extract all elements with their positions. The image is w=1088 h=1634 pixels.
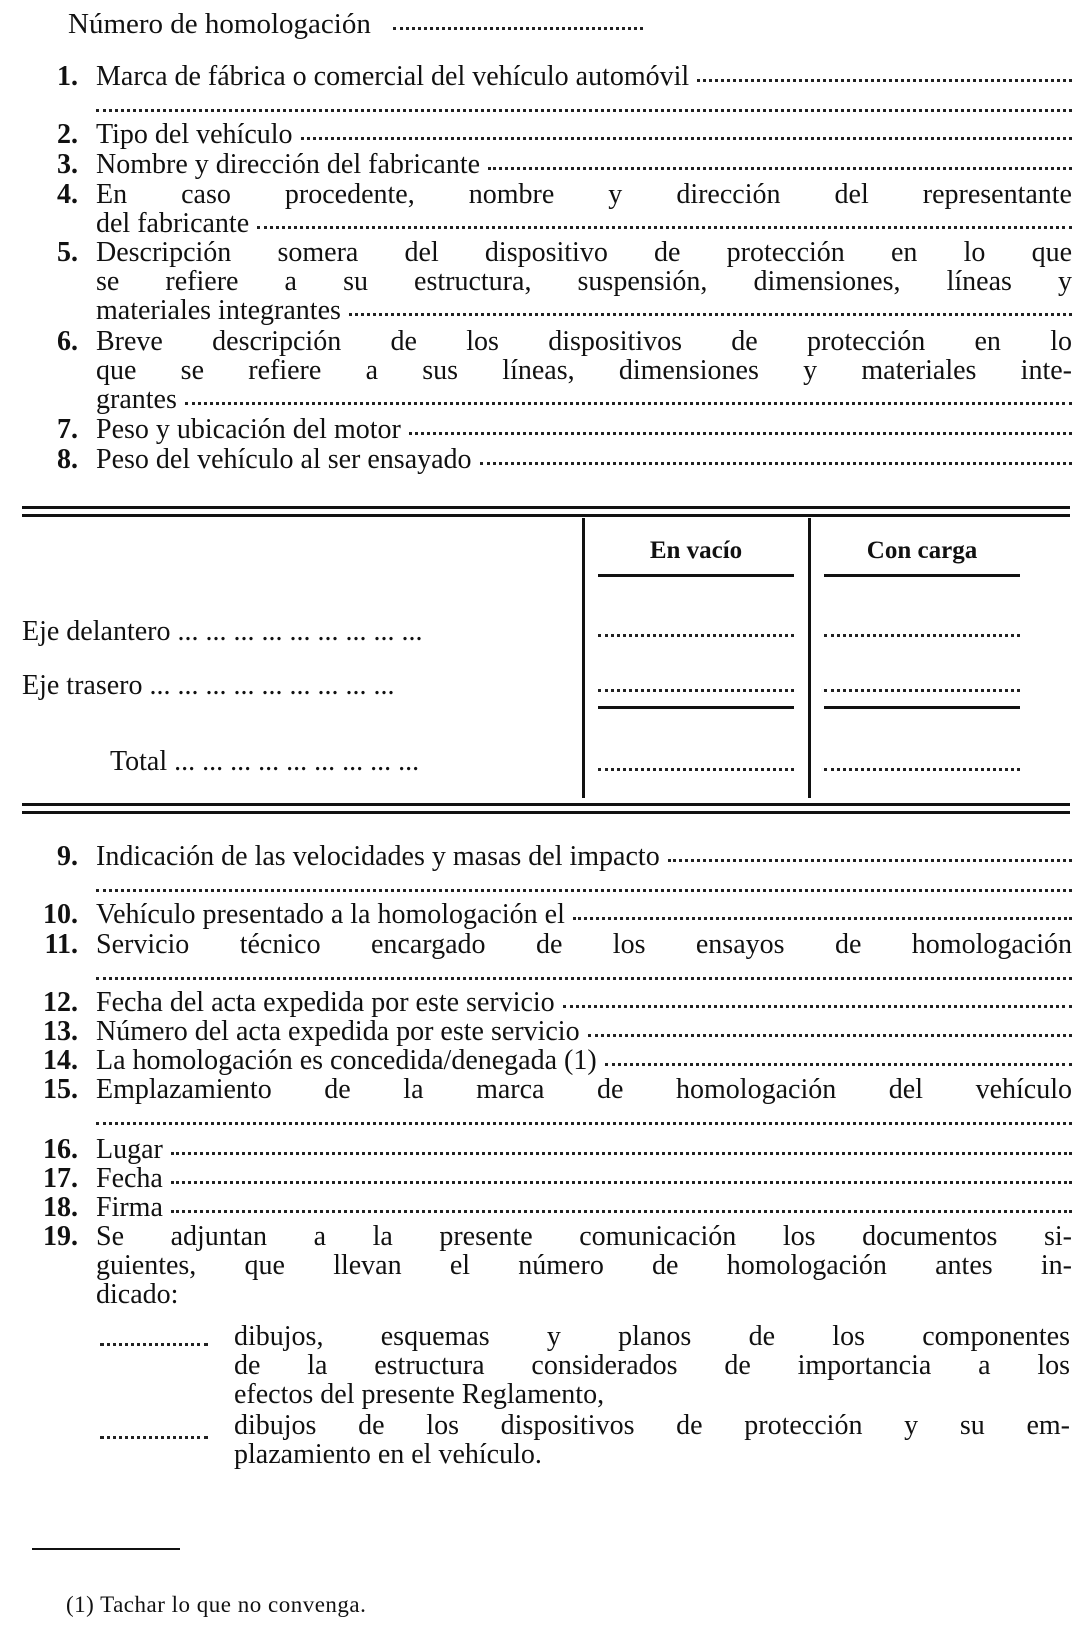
- form-item-18: [22, 1193, 1072, 1222]
- front-loaded-field[interactable]: [824, 634, 1020, 637]
- field-leader[interactable]: [96, 1122, 1072, 1125]
- form-item-14: [22, 1046, 1072, 1075]
- form-item-10: [22, 900, 1072, 929]
- rear-loaded-field[interactable]: [824, 689, 1020, 692]
- field-leader[interactable]: [185, 402, 1072, 405]
- field-leader[interactable]: [409, 432, 1072, 435]
- enclosure-drawings: [234, 1322, 1070, 1409]
- item-label-end: dicado:: [96, 1279, 179, 1310]
- item-number: 1.: [57, 61, 78, 92]
- item-number: 12.: [43, 987, 78, 1018]
- form-item-9: [22, 842, 1072, 900]
- row-label-dots: ... ... ... ... ... ... ... ... ...: [149, 670, 395, 701]
- item-label: Nombre y dirección del fabricante: [96, 149, 481, 180]
- item-label: Indicación de las velocidades y masas del impacto: [96, 841, 660, 872]
- item-number: 2.: [57, 119, 78, 150]
- enclosure-text: de la estructura considerados de importancia a los: [234, 1350, 1070, 1381]
- item-number: 15.: [43, 1074, 78, 1105]
- item-label: Descripción somera del dispositivo de protección en lo que: [96, 237, 1072, 268]
- sum-rule: [598, 706, 794, 709]
- field-leader[interactable]: [697, 79, 1072, 82]
- enclosure-text: dibujos de los dispositivos de protección y su em-: [234, 1410, 1070, 1441]
- total-empty-field[interactable]: [598, 768, 794, 771]
- item-label: Breve descripción de los dispositivos de protección en lo: [96, 326, 1072, 357]
- form-item-11: [22, 930, 1072, 988]
- divider: [22, 811, 1070, 814]
- item-number: 10.: [43, 899, 78, 930]
- field-leader-continued[interactable]: [96, 109, 1072, 112]
- enclosure-text: dibujos, esquemas y planos de los componentes: [234, 1321, 1070, 1352]
- item-number: 3.: [57, 149, 78, 180]
- row-label: Total: [110, 746, 168, 777]
- item-label: Lugar: [96, 1134, 163, 1165]
- homologation-number-field: [68, 8, 748, 41]
- item-label-cont: se refiere a su estructura, suspensión, dimensiones, líneas y: [96, 266, 1072, 297]
- table-column-rule: [808, 518, 811, 798]
- item-label: Peso del vehículo al ser ensayado: [96, 444, 472, 475]
- enclosure-text: plazamiento en el vehículo.: [234, 1439, 542, 1470]
- row-label-dots: ... ... ... ... ... ... ... ... ...: [177, 616, 423, 647]
- item-label-cont: que se refiere a sus líneas, dimensiones y materiales inte-: [96, 355, 1072, 386]
- item-label: Vehículo presentado a la homologación el: [96, 899, 565, 930]
- item-label: Fecha del acta expedida por este servicio: [96, 987, 555, 1018]
- item-number: 9.: [57, 841, 78, 872]
- field-leader[interactable]: [563, 1005, 1072, 1008]
- column-header-loaded: Con carga: [866, 537, 978, 564]
- field-leader[interactable]: [573, 917, 1072, 920]
- item-label: Se adjuntan a la presente comunicación los documentos si-: [96, 1221, 1072, 1252]
- footnote: (1) Tachar lo que no convenga.: [66, 1592, 367, 1617]
- field-leader[interactable]: [480, 462, 1072, 465]
- form-item-17: [22, 1164, 1072, 1193]
- form-item-8: [22, 445, 1072, 474]
- form-item-13: [22, 1017, 1072, 1046]
- row-rear-axle: [22, 670, 395, 702]
- item-label: Servicio técnico encargado de los ensayos de homologación: [96, 929, 1072, 960]
- row-label: Eje delantero: [22, 616, 171, 647]
- item-number: 5.: [57, 237, 78, 268]
- field-leader[interactable]: [257, 226, 1072, 229]
- field-leader[interactable]: [605, 1063, 1072, 1066]
- form-item-4: [22, 180, 1072, 238]
- item-label: La homologación es concedida/denegada (1): [96, 1045, 597, 1076]
- enclosure-checkbox-devices[interactable]: [100, 1436, 208, 1439]
- footnote-rule: [32, 1548, 180, 1550]
- divider: [22, 514, 1070, 517]
- item-number: 14.: [43, 1045, 78, 1076]
- form-item-5: [22, 238, 1072, 325]
- item-label: Emplazamiento de la marca de homologación del vehículo: [96, 1074, 1072, 1105]
- field-leader[interactable]: [171, 1152, 1072, 1155]
- page-title: Número de homologación: [68, 8, 371, 40]
- item-label: En caso procedente, nombre y dirección del representante: [96, 179, 1072, 210]
- row-label: Eje trasero: [22, 670, 143, 701]
- field-leader[interactable]: [171, 1210, 1072, 1213]
- form-item-7: [22, 415, 1072, 444]
- item-number: 16.: [43, 1134, 78, 1165]
- field-leader[interactable]: [488, 167, 1072, 170]
- item-number: 19.: [43, 1221, 78, 1252]
- front-empty-field[interactable]: [598, 634, 794, 637]
- item-number: 7.: [57, 414, 78, 445]
- item-label: Tipo del vehículo: [96, 119, 293, 150]
- divider: [22, 506, 1070, 509]
- form-item-6: [22, 327, 1072, 414]
- form-item-15: [22, 1075, 1072, 1133]
- field-leader-continued[interactable]: [96, 889, 1072, 892]
- column-header-empty: En vacío: [649, 537, 743, 564]
- table-column-rule: [582, 518, 585, 798]
- form-item-2: [22, 120, 1072, 149]
- item-label-cont: del fabricante: [96, 208, 250, 239]
- item-label: Marca de fábrica o comercial del vehículo automóvil: [96, 61, 690, 92]
- item-number: 6.: [57, 326, 78, 357]
- column-header-rule: [598, 574, 794, 577]
- rear-empty-field[interactable]: [598, 689, 794, 692]
- total-loaded-field[interactable]: [824, 768, 1020, 771]
- item-label-cont: guientes, que llevan el número de homologación antes in-: [96, 1250, 1072, 1281]
- row-front-axle: [22, 616, 422, 648]
- column-header-rule: [824, 574, 1020, 577]
- form-item-19: [22, 1222, 1072, 1310]
- form-item-1: [22, 62, 1072, 120]
- item-label: Peso y ubicación del motor: [96, 414, 401, 445]
- item-label-end: grantes: [96, 384, 177, 415]
- item-label: Firma: [96, 1192, 163, 1223]
- field-leader[interactable]: [301, 137, 1072, 140]
- field-leader[interactable]: [349, 313, 1072, 316]
- form-item-12: [22, 988, 1072, 1017]
- sum-rule: [824, 706, 1020, 709]
- form-item-3: [22, 150, 1072, 179]
- form-item-16: [22, 1135, 1072, 1164]
- item-number: 18.: [43, 1192, 78, 1223]
- field-leader[interactable]: [393, 27, 643, 30]
- row-label-dots: ... ... ... ... ... ... ... ... ...: [174, 746, 420, 777]
- divider: [22, 803, 1070, 806]
- item-number: 8.: [57, 444, 78, 475]
- enclosure-devices: [234, 1411, 1070, 1469]
- field-leader[interactable]: [668, 859, 1072, 862]
- row-total: [110, 746, 419, 778]
- field-leader[interactable]: [588, 1034, 1072, 1037]
- item-label-end: materiales integrantes: [96, 295, 341, 326]
- field-leader[interactable]: [171, 1181, 1072, 1184]
- item-number: 4.: [57, 179, 78, 210]
- item-number: 13.: [43, 1016, 78, 1047]
- item-label: Fecha: [96, 1163, 163, 1194]
- field-leader[interactable]: [96, 977, 1072, 980]
- enclosure-checkbox-drawings[interactable]: [100, 1343, 208, 1346]
- item-label: Número del acta expedida por este servicio: [96, 1016, 580, 1047]
- enclosure-text: efectos del presente Reglamento,: [234, 1379, 605, 1410]
- item-number: 11.: [44, 929, 78, 960]
- item-number: 17.: [43, 1163, 78, 1194]
